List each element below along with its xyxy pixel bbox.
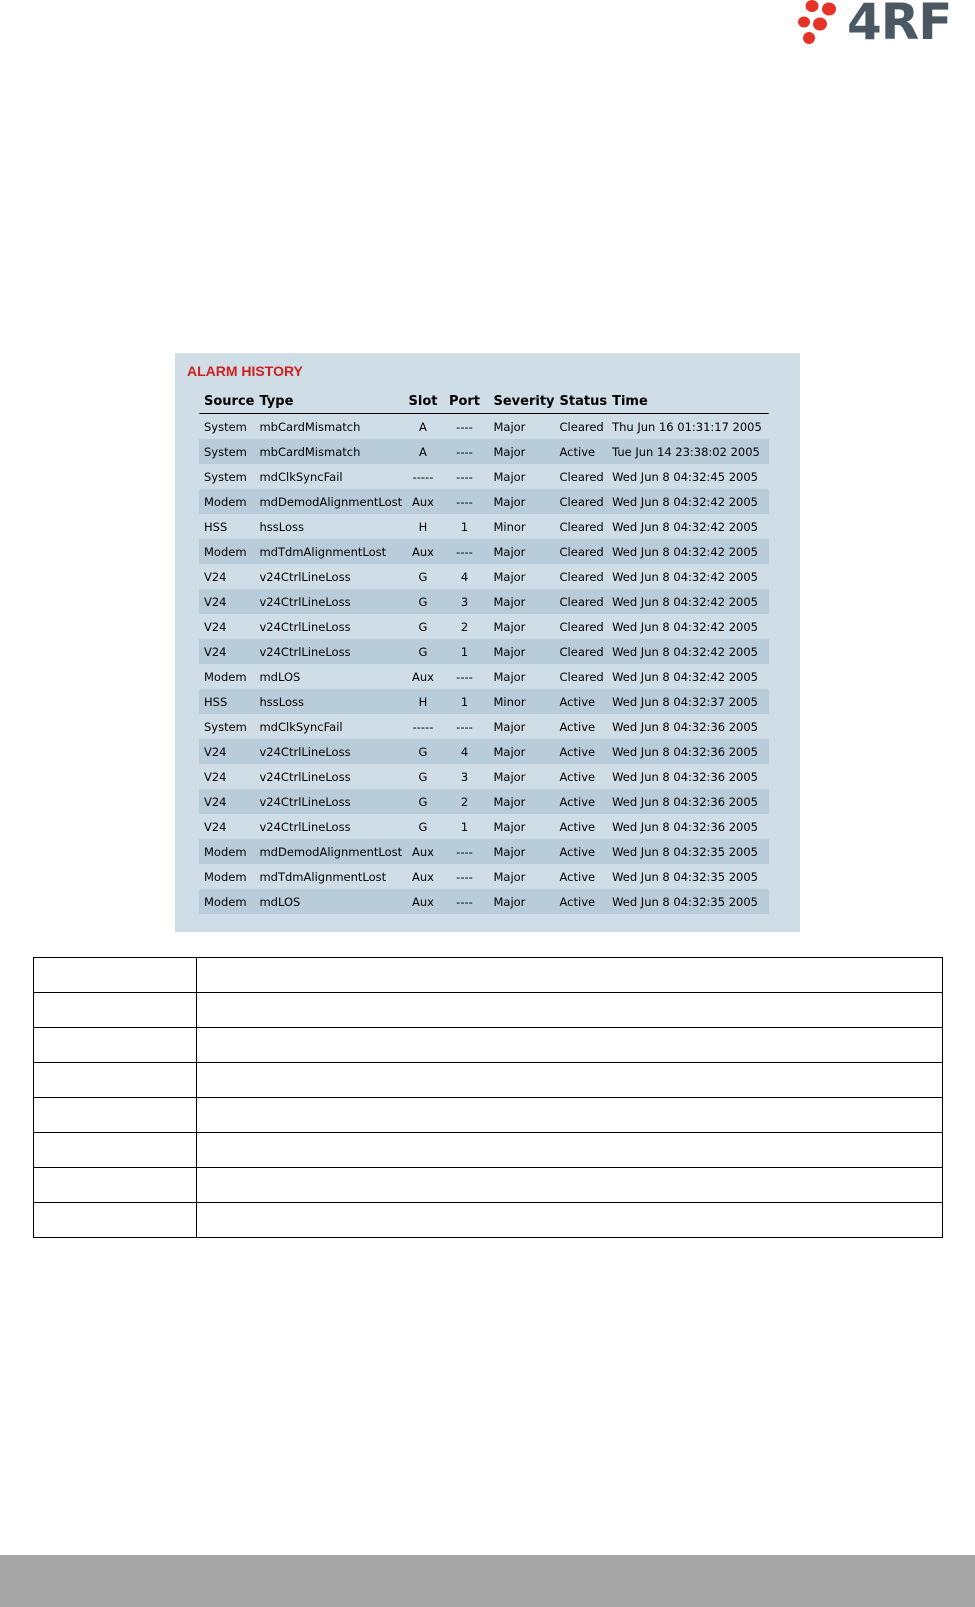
cell-status: Cleared <box>555 589 608 614</box>
cell-time: Wed Jun 8 04:32:36 2005 <box>607 739 769 764</box>
alarm-row <box>199 764 769 789</box>
column-header-source: Source <box>199 389 254 414</box>
cell-severity: Major <box>493 719 526 734</box>
cell-slot: G <box>405 739 440 764</box>
cell-severity: Major <box>493 819 526 834</box>
alarm-row <box>199 514 769 539</box>
cell-severity: Minor <box>493 519 526 534</box>
cell-slot: Aux <box>405 539 440 564</box>
alarm-row <box>199 889 769 914</box>
cell-slot: Aux <box>405 889 440 914</box>
cell-type: mdClkSyncFail <box>259 469 343 484</box>
cell-port: ---- <box>440 439 488 464</box>
cell-source: V24 <box>199 639 254 664</box>
cell-port: ---- <box>456 469 473 484</box>
cell-severity: Major <box>488 489 554 514</box>
grid-cell <box>34 1133 197 1168</box>
cell-time: Wed Jun 8 04:32:42 2005 <box>607 639 769 664</box>
cell-type: v24CtrlLineLoss <box>259 619 351 634</box>
cell-severity: Major <box>493 569 526 584</box>
grid-row <box>34 1063 943 1098</box>
cell-time: Wed Jun 8 04:32:37 2005 <box>607 689 769 714</box>
grid-cell <box>197 1063 943 1098</box>
cell-status: Cleared <box>559 419 604 434</box>
cell-status: Active <box>555 789 608 814</box>
cell-status: Cleared <box>559 569 604 584</box>
alarm-row <box>199 689 769 714</box>
cell-slot: ----- <box>412 719 434 734</box>
alarm-row <box>199 664 769 689</box>
cell-severity: Major <box>488 539 554 564</box>
cell-port: ---- <box>456 419 473 434</box>
cell-type: mbCardMismatch <box>254 439 405 464</box>
cell-type: v24CtrlLineLoss <box>254 589 405 614</box>
cell-port: ---- <box>440 839 488 864</box>
cell-slot: A <box>405 439 440 464</box>
grid-cell <box>34 993 197 1028</box>
cell-time: Wed Jun 8 04:32:42 2005 <box>612 519 758 534</box>
cell-status: Active <box>559 769 596 784</box>
cell-type: v24CtrlLineLoss <box>259 819 351 834</box>
cell-type: hssLoss <box>254 689 405 714</box>
cell-slot: G <box>405 589 440 614</box>
blank-grid-table <box>33 957 943 1238</box>
cell-source: V24 <box>204 569 227 584</box>
cell-source: V24 <box>204 819 227 834</box>
cell-source: System <box>204 469 247 484</box>
cell-severity: Major <box>493 769 526 784</box>
cell-slot: A <box>419 419 427 434</box>
cell-slot: H <box>405 689 440 714</box>
cell-status: Active <box>555 889 608 914</box>
cell-source: Modem <box>199 489 254 514</box>
grid-row <box>34 1098 943 1133</box>
cell-type: mdLOS <box>259 669 301 684</box>
grid-cell <box>197 993 943 1028</box>
cell-severity: Major <box>493 469 526 484</box>
cell-port: ---- <box>440 489 488 514</box>
grid-cell <box>34 1098 197 1133</box>
cell-severity: Major <box>493 419 526 434</box>
alarm-row <box>199 614 769 639</box>
cell-port: 1 <box>440 639 488 664</box>
cell-source: Modem <box>204 869 247 884</box>
cell-slot: G <box>405 639 440 664</box>
cell-time: Wed Jun 8 04:32:35 2005 <box>612 869 758 884</box>
panel-title: ALARM HISTORY <box>187 363 303 379</box>
alarm-row <box>199 539 769 564</box>
cell-slot: Aux <box>405 839 440 864</box>
cell-port: ---- <box>456 719 473 734</box>
column-header-severity: Severity <box>488 389 554 414</box>
cell-source: System <box>204 719 247 734</box>
cell-status: Cleared <box>559 519 604 534</box>
cell-status: Cleared <box>559 619 604 634</box>
cell-type: v24CtrlLineLoss <box>254 639 405 664</box>
cell-type: mdDemodAlignmentLost <box>254 839 405 864</box>
cell-type: mdClkSyncFail <box>259 719 343 734</box>
cell-type: v24CtrlLineLoss <box>259 569 351 584</box>
cell-port: 3 <box>440 589 488 614</box>
alarm-history-panel <box>175 353 800 932</box>
cell-slot: G <box>405 789 440 814</box>
cell-port: ---- <box>456 869 473 884</box>
cell-status: Cleared <box>555 639 608 664</box>
page-footer-bar <box>0 1555 975 1607</box>
alarm-row <box>199 639 769 664</box>
cell-source: V24 <box>204 769 227 784</box>
cell-slot: G <box>418 819 428 834</box>
alarm-row <box>199 589 769 614</box>
cell-severity: Major <box>488 839 554 864</box>
cell-type: mbCardMismatch <box>259 419 361 434</box>
cell-time: Wed Jun 8 04:32:36 2005 <box>612 719 758 734</box>
cell-port: 1 <box>460 519 469 534</box>
cell-severity: Minor <box>488 689 554 714</box>
cell-severity: Major <box>488 589 554 614</box>
grid-cell <box>197 1098 943 1133</box>
cell-status: Active <box>555 839 608 864</box>
cell-severity: Major <box>488 739 554 764</box>
alarm-row <box>199 864 769 889</box>
cell-port: ---- <box>440 889 488 914</box>
column-header-slot: Slot <box>405 389 440 414</box>
cell-time: Wed Jun 8 04:32:42 2005 <box>612 569 758 584</box>
cell-time: Wed Jun 8 04:32:42 2005 <box>612 619 758 634</box>
grid-cell <box>34 1168 197 1203</box>
grid-row <box>34 1028 943 1063</box>
cell-status: Cleared <box>555 489 608 514</box>
cell-time: Wed Jun 8 04:32:35 2005 <box>607 889 769 914</box>
alarm-row <box>199 489 769 514</box>
column-header-type: Type <box>254 389 405 414</box>
alarm-history-table <box>199 389 769 914</box>
cell-type: v24CtrlLineLoss <box>259 769 351 784</box>
grid-cell <box>34 1203 197 1238</box>
cell-status: Active <box>555 689 608 714</box>
cell-status: Cleared <box>555 539 608 564</box>
grid-cell <box>197 1028 943 1063</box>
cell-port: 1 <box>460 819 469 834</box>
cell-source: Modem <box>199 889 254 914</box>
cell-time: Wed Jun 8 04:32:42 2005 <box>607 539 769 564</box>
cell-source: Modem <box>204 669 247 684</box>
cell-time: Tue Jun 14 23:38:02 2005 <box>607 439 769 464</box>
alarm-row <box>199 739 769 764</box>
cell-time: Wed Jun 8 04:32:42 2005 <box>607 489 769 514</box>
grid-cell <box>197 1203 943 1238</box>
cell-status: Active <box>559 869 596 884</box>
alarm-row <box>199 814 769 839</box>
cell-slot: G <box>418 569 428 584</box>
cell-status: Active <box>555 439 608 464</box>
cell-port: ---- <box>456 669 473 684</box>
alarm-row <box>199 789 769 814</box>
cell-source: System <box>204 419 247 434</box>
grid-cell <box>34 958 197 993</box>
alarm-row <box>199 564 769 589</box>
grid-row <box>34 1133 943 1168</box>
cell-severity: Major <box>488 639 554 664</box>
cell-slot: Aux <box>405 489 440 514</box>
cell-type: hssLoss <box>259 519 304 534</box>
cell-port: 3 <box>460 769 469 784</box>
alarm-row <box>199 439 769 464</box>
alarm-row <box>199 464 769 489</box>
table-header-row <box>199 389 769 414</box>
cell-severity: Major <box>493 869 526 884</box>
brand-logo <box>795 0 965 51</box>
cell-source: HSS <box>204 519 228 534</box>
column-header-status: Status <box>555 389 608 414</box>
grid-cell <box>197 1168 943 1203</box>
grid-row <box>34 1203 943 1238</box>
cell-time: Wed Jun 8 04:32:35 2005 <box>607 839 769 864</box>
cell-type: v24CtrlLineLoss <box>254 739 405 764</box>
cell-source: HSS <box>199 689 254 714</box>
grid-cell <box>34 1063 197 1098</box>
grid-cell <box>34 1028 197 1063</box>
cell-time: Wed Jun 8 04:32:42 2005 <box>612 669 758 684</box>
cell-status: Cleared <box>559 669 604 684</box>
cell-type: mdLOS <box>254 889 405 914</box>
cell-type: mdTdmAlignmentLost <box>259 869 387 884</box>
cell-source: Modem <box>199 839 254 864</box>
cell-severity: Major <box>488 789 554 814</box>
cell-source: V24 <box>199 789 254 814</box>
grid-cell <box>197 958 943 993</box>
grid-row <box>34 993 943 1028</box>
alarm-row <box>199 414 769 440</box>
cell-slot: ----- <box>412 469 434 484</box>
cell-time: Wed Jun 8 04:32:45 2005 <box>612 469 758 484</box>
cell-source: V24 <box>199 589 254 614</box>
cell-severity: Major <box>493 619 526 634</box>
cell-port: ---- <box>440 539 488 564</box>
cell-type: v24CtrlLineLoss <box>254 789 405 814</box>
cell-port: 2 <box>460 619 469 634</box>
cell-time: Wed Jun 8 04:32:36 2005 <box>607 789 769 814</box>
cell-status: Active <box>559 719 596 734</box>
alarm-row <box>199 714 769 739</box>
cell-severity: Major <box>493 669 526 684</box>
cell-port: 2 <box>440 789 488 814</box>
logo-dots-icon <box>795 0 847 48</box>
cell-slot: Aux <box>412 669 434 684</box>
cell-port: 4 <box>460 569 469 584</box>
cell-source: Modem <box>199 539 254 564</box>
cell-port: 4 <box>440 739 488 764</box>
cell-time: Wed Jun 8 04:32:36 2005 <box>612 819 758 834</box>
cell-type: mdTdmAlignmentLost <box>254 539 405 564</box>
cell-severity: Major <box>488 889 554 914</box>
column-header-port: Port <box>440 389 488 414</box>
cell-time: Wed Jun 8 04:32:42 2005 <box>607 589 769 614</box>
cell-status: Active <box>555 739 608 764</box>
cell-status: Active <box>559 819 596 834</box>
grid-cell <box>197 1133 943 1168</box>
cell-slot: H <box>418 519 428 534</box>
cell-type: mdDemodAlignmentLost <box>254 489 405 514</box>
cell-time: Wed Jun 8 04:32:36 2005 <box>612 769 758 784</box>
cell-source: V24 <box>204 619 227 634</box>
grid-row <box>34 958 943 993</box>
cell-slot: G <box>418 619 428 634</box>
cell-source: V24 <box>199 739 254 764</box>
alarm-row <box>199 839 769 864</box>
logo-text: 4RF <box>847 0 952 51</box>
cell-slot: G <box>418 769 428 784</box>
cell-source: System <box>199 439 254 464</box>
cell-status: Cleared <box>559 469 604 484</box>
grid-row <box>34 1168 943 1203</box>
cell-time: Thu Jun 16 01:31:17 2005 <box>612 419 762 434</box>
cell-slot: Aux <box>412 869 434 884</box>
column-header-time: Time <box>607 389 769 414</box>
cell-severity: Major <box>488 439 554 464</box>
cell-port: 1 <box>440 689 488 714</box>
